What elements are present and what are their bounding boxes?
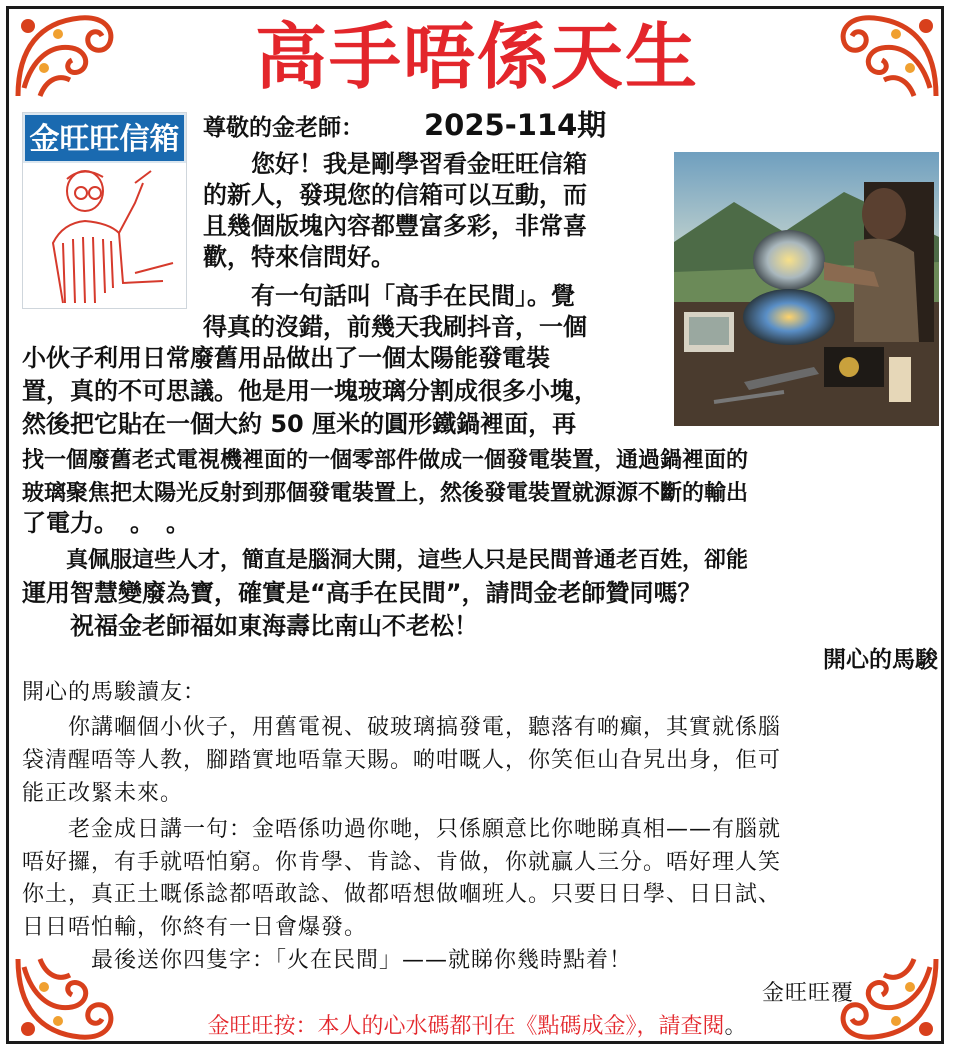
letter-line: 玻璃聚焦把太陽光反射到那個發電裝置上，然後發電裝置就源源不斷的輸出 [22, 481, 749, 506]
reply-line: 你講嗰個小伙子，用舊電視、破玻璃搞發電，聽落有啲癲，其實就係腦 [22, 715, 782, 740]
reply-line: 最後送你四隻字：「火在民間」——就睇你幾時點着！ [22, 948, 633, 973]
issue-number: 2025-114期 [424, 108, 607, 142]
footer-note-end: 。 [724, 1014, 747, 1039]
footer-note-text: 金旺旺按：本人的心水碼都刊在《點碼成金》，請查閱 [207, 1014, 725, 1039]
reply-line: 唔好攞，有手就唔怕窮。你肯學、肯諗、肯做，你就贏人三分。唔好理人笑 [22, 850, 782, 875]
letter-line: 運用智慧變廢為寶，確實是“高手在民間”，請問金老師贊同嗎？ [22, 579, 702, 607]
teacher-illustration [23, 163, 184, 306]
reply-line: 老金成日講一句：金唔係叻過你哋，只係願意比你哋睇真相——有腦就 [22, 817, 782, 842]
letter-salutation: 尊敬的金老師： [203, 115, 364, 141]
column-logo [22, 112, 187, 309]
solar-device-photo [674, 152, 939, 426]
letter-line: 找一個廢舊老式電視機裡面的一個零部件做成一個發電裝置，通過鍋裡面的 [22, 448, 749, 473]
letter-line: 然後把它貼在一個大約 50 厘米的圓形鐵鍋裡面，再 [22, 410, 577, 438]
letter-line: 歡，特來信問好。 [203, 243, 395, 271]
reply-greeting: 開心的馬駿讀友： [22, 680, 207, 705]
letter-signature: 開心的馬駿 [823, 647, 938, 673]
letter-line: 小伙子利用日常廢舊用品做出了一個太陽能發電裝 [22, 344, 550, 372]
page-title: 高手唔係天生 [254, 14, 699, 99]
letter-line: 得真的沒錯，前幾天我刷抖音，一個 [203, 313, 587, 341]
letter-line: 祝福金老師福如東海壽比南山不老松！ [22, 612, 478, 640]
reply-signature: 金旺旺覆 [761, 981, 854, 1006]
logo-text: 金旺旺信箱 [23, 113, 186, 163]
letter-line: 有一句話叫「高手在民間」。覺 [203, 282, 575, 310]
footer-note [0, 1012, 954, 1042]
letter-line: 的新人，發現您的信箱可以互動，而 [203, 181, 587, 209]
letter-line: 且幾個版塊內容都豐富多彩，非常喜 [203, 212, 587, 240]
reply-line: 袋清醒唔等人教，腳踏實地唔靠天賜。啲咁嘅人，你笑佢山旮旯出身，佢可 [22, 748, 782, 773]
reply-line: 你土，真正土嘅係諗都唔敢諗、做都唔想做嗰班人。只要日日學、日日試、 [22, 882, 782, 907]
reply-line: 日日唔怕輸，你終有一日會爆發。 [22, 915, 368, 940]
letter-line: 置，真的不可思議。他是用一塊玻璃分割成很多小塊， [22, 377, 598, 405]
letter-line: 了電力。 。 。 [22, 509, 190, 537]
letter-line: 您好！我是剛學習看金旺旺信箱 [203, 150, 587, 178]
letter-line: 真佩服這些人才，簡直是腦洞大開，這些人只是民間普通老百姓，卻能 [22, 548, 749, 573]
reply-line: 能正改緊未來。 [22, 781, 184, 806]
